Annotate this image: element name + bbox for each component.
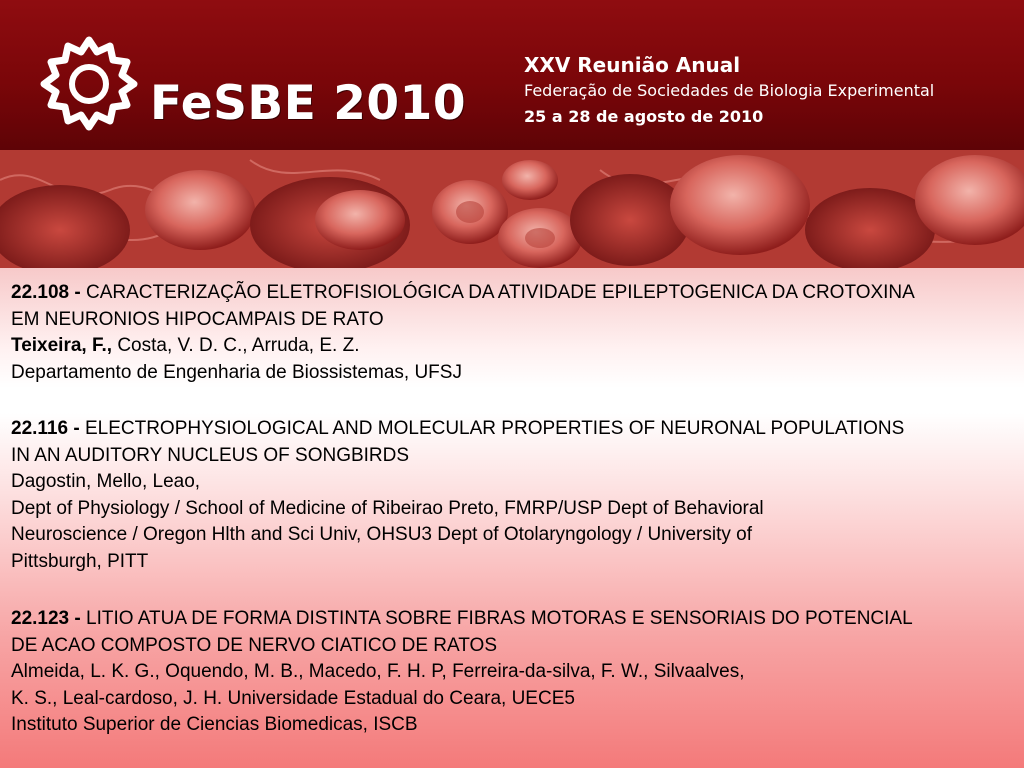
abstract-title-line <box>11 606 1017 633</box>
abstract-title: CARACTERIZAÇÃO ELETROFISIOLÓGICA DA ATIVIDADE EPILEPTOGENICA DA CROTOXINA <box>86 282 915 303</box>
abstract-affiliation: Instituto Superior de Ciencias Biomedicas, ISCB <box>11 714 418 736</box>
abstract-title: EM NEURONIOS HIPOCAMPAIS DE RATO <box>11 308 384 330</box>
abstract-title: LITIO ATUA DE FORMA DISTINTA SOBRE FIBRAS MOTORAS E SENSORIAIS DO POTENCIAL <box>86 608 913 629</box>
gear-logo-icon <box>34 32 144 132</box>
abstract-authors: Almeida, L. K. G., Oquendo, M. B., Macedo, F. H. P, Ferreira-da-silva, F. W., Silvaalves, <box>11 661 745 683</box>
event-info <box>524 52 934 130</box>
abstract-entry <box>11 416 1017 576</box>
abstract-title: IN AN AUDITORY NUCLEUS OF SONGBIRDS <box>11 444 410 466</box>
presenting-author: Teixeira, F., <box>11 335 113 357</box>
brand-title: FeSBE 2010 <box>150 76 467 131</box>
abstract-title: DE ACAO COMPOSTO DE NERVO CIATICO DE RATOS <box>11 634 497 656</box>
abstract-affiliation: Departamento de Engenharia de Biossistemas, UFSJ <box>11 361 462 383</box>
abstract-number: 22.108 - <box>11 282 81 303</box>
abstract-title-line <box>11 280 1017 307</box>
abstracts-content <box>0 268 1024 768</box>
abstract-entry <box>11 280 1017 386</box>
meeting-title: XXV Reunião Anual <box>524 53 741 77</box>
abstract-authors <box>11 333 1017 360</box>
abstract-authors: K. S., Leal-cardoso, J. H. Universidade Estadual do Ceara, UECE5 <box>11 687 575 709</box>
abstract-affiliation: Neuroscience / Oregon Hlth and Sci Univ, OHSU3 Dept of Otolaryngology / University of <box>11 524 752 546</box>
abstract-entry <box>11 606 1017 739</box>
abstract-title: ELECTROPHYSIOLOGICAL AND MOLECULAR PROPERTIES OF NEURONAL POPULATIONS <box>84 418 905 439</box>
microscopy-banner-image <box>0 150 1024 268</box>
abstract-number: 22.123 - <box>11 608 81 629</box>
abstract-affiliation: Dept of Physiology / School of Medicine of Ribeirao Preto, FMRP/USP Dept of Behavioral <box>11 497 764 519</box>
abstract-affiliation: Pittsburgh, PITT <box>11 550 149 572</box>
abstract-title-line <box>11 416 1017 443</box>
abstract-number: 22.116 - <box>11 418 80 439</box>
event-dates: 25 a 28 de agosto de 2010 <box>524 107 764 126</box>
blood-cells-illustration <box>0 150 1024 268</box>
federation-name: Federação de Sociedades de Biologia Experimental <box>524 81 935 100</box>
abstract-authors: Dagostin, Mello, Leao, <box>11 471 201 493</box>
co-authors: Costa, V. D. C., Arruda, E. Z. <box>117 335 360 357</box>
header-banner <box>0 0 1024 150</box>
